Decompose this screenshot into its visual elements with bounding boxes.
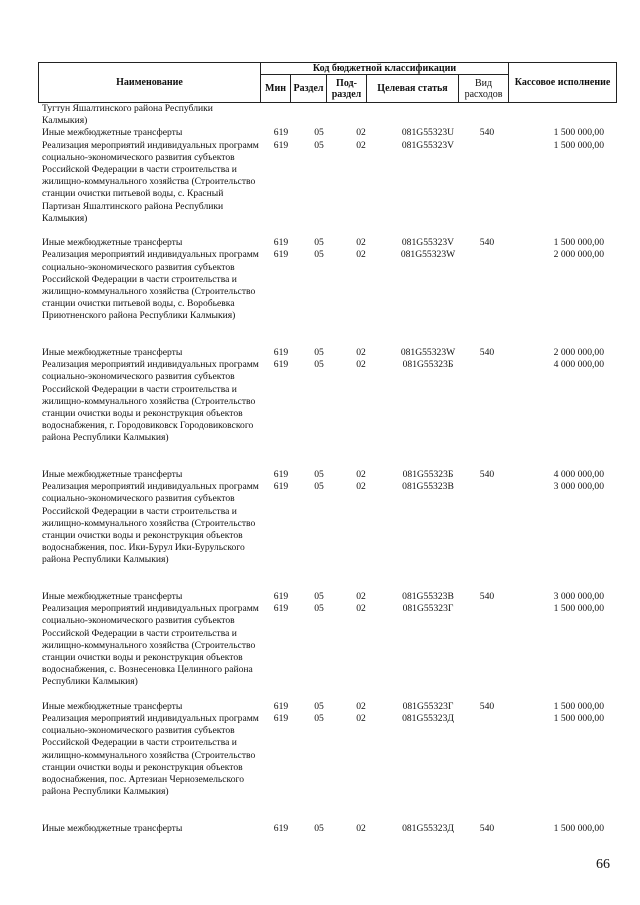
row-podrazdel: 02 [356,603,366,615]
table-row [0,701,640,713]
header-code-group: Код бюджетной классификации [261,63,509,75]
row-name: Иные межбюджетные трансферты [42,346,183,358]
row-celevaya: 081G55323Г [402,700,454,712]
row-vid: 540 [479,822,495,834]
row-min: 619 [273,822,289,834]
row-podrazdel: 02 [356,700,366,712]
row-name: Иные межбюджетные трансферты [42,590,183,602]
row-min: 619 [273,481,289,493]
row-razdel: 05 [314,712,324,724]
row-min: 619 [273,127,289,139]
table-row [0,347,640,359]
row-vid: 540 [479,590,495,602]
row-min: 619 [273,712,289,724]
row-vid: 540 [479,346,495,358]
row-name: Иные межбюджетные трансферты [42,700,183,712]
row-min: 619 [273,359,289,371]
row-podrazdel: 02 [356,127,366,139]
row-min: 619 [273,590,289,602]
row-sum: 1 500 000,00 [553,603,604,615]
table-row [0,469,640,481]
header-podrazdel: Под-раздел [327,75,367,103]
row-sum: 1 500 000,00 [553,139,604,151]
table-row [0,127,640,139]
row-podrazdel: 02 [356,468,366,480]
row-name: Реализация мероприятий индивидуальных программ социально-экономического развития субъектов Российской Федерации в части строительства и жилищно-коммунального хозяйства (Строительство станции очистки воды и реконструкция объектов водоснабжения, пос. Ики-Бурул Ики-Бурульского района Республики Калмыкия) [42,481,259,566]
row-name: Тугтун Яшалтинского района Республики Калмыкия) [42,103,213,127]
table-row [0,481,640,591]
row-celevaya: 081G55323Г [402,603,454,615]
row-min: 619 [273,249,289,261]
row-razdel: 05 [314,359,324,371]
row-min: 619 [273,700,289,712]
row-podrazdel: 02 [356,590,366,602]
row-sum: 4 000 000,00 [553,359,604,371]
row-razdel: 05 [314,468,324,480]
row-celevaya: 081G55323W [400,346,456,358]
row-podrazdel: 02 [356,712,366,724]
row-sum: 2 000 000,00 [553,346,604,358]
row-celevaya: 081G55323В [402,590,454,602]
page-number: 66 [596,857,610,872]
row-razdel: 05 [314,822,324,834]
row-razdel: 05 [314,603,324,615]
row-podrazdel: 02 [356,359,366,371]
row-podrazdel: 02 [356,237,366,249]
row-podrazdel: 02 [356,481,366,493]
table-row [0,591,640,603]
table-row [0,603,640,701]
table-row [0,249,640,347]
row-min: 619 [273,603,289,615]
row-razdel: 05 [314,346,324,358]
row-name: Иные межбюджетные трансферты [42,237,183,249]
row-celevaya: 081G55323W [400,249,456,261]
row-sum: 4 000 000,00 [553,468,604,480]
row-sum: 1 500 000,00 [553,237,604,249]
header-min: Мин [261,75,291,103]
row-min: 619 [273,346,289,358]
row-razdel: 05 [314,481,324,493]
row-sum: 3 000 000,00 [553,481,604,493]
table-row [0,359,640,469]
table-row [0,237,640,249]
row-name: Реализация мероприятий индивидуальных программ социально-экономического развития субъектов Российской Федерации в части строительства и жилищно-коммунального хозяйства (Строительство станции очистки питьевой воды, с. Воробьевка Приютненского района Республики Калмыкия) [42,249,259,322]
header-name: Наименование [39,63,261,103]
row-celevaya: 081G55323V [401,237,455,249]
row-sum: 1 500 000,00 [553,822,604,834]
row-min: 619 [273,468,289,480]
header-vid: Вид расходов [459,75,509,103]
row-podrazdel: 02 [356,822,366,834]
row-razdel: 05 [314,249,324,261]
row-celevaya: 081G55323Б [402,468,454,480]
row-vid: 540 [479,700,495,712]
row-name: Иные межбюджетные трансферты [42,127,183,139]
row-celevaya: 081G55323Д [402,822,454,834]
row-celevaya: 081G55323Б [402,359,454,371]
row-sum: 1 500 000,00 [553,712,604,724]
row-sum: 1 500 000,00 [553,700,604,712]
header-razdel: Раздел [291,75,327,103]
table-row [0,140,640,238]
row-celevaya: 081G55323В [402,481,454,493]
table-row [0,823,640,835]
table-header [38,62,617,103]
header-kassovoe: Кассовое исполнение [509,63,617,103]
row-razdel: 05 [314,237,324,249]
row-vid: 540 [479,468,495,480]
row-min: 619 [273,139,289,151]
row-razdel: 05 [314,139,324,151]
row-razdel: 05 [314,127,324,139]
row-name: Реализация мероприятий индивидуальных программ социально-экономического развития субъектов Российской Федерации в части строительства и жилищно-коммунального хозяйства (Строительство станции очистки воды и реконструкция объектов водоснабжения, с. Вознесеновка Целинного района Республики Калмыкия) [42,603,259,688]
row-min: 619 [273,237,289,249]
table-row [0,713,640,823]
row-sum: 2 000 000,00 [553,249,604,261]
row-vid: 540 [479,127,495,139]
row-celevaya: 081G55323Д [402,712,454,724]
row-celevaya: 081G55323V [401,139,455,151]
row-celevaya: 081G55323U [401,127,455,139]
table-body [0,103,640,835]
row-podrazdel: 02 [356,139,366,151]
row-razdel: 05 [314,700,324,712]
header-celevaya: Целевая статья [367,75,459,103]
row-name: Иные межбюджетные трансферты [42,822,183,834]
row-name: Реализация мероприятий индивидуальных программ социально-экономического развития субъектов Российской Федерации в части строительства и жилищно-коммунального хозяйства (Строительство станции очистки воды и реконструкция объектов водоснабжения, пос. Артезиан Черноземельского района Республики Калмыкия) [42,712,259,798]
row-sum: 3 000 000,00 [553,590,604,602]
row-razdel: 05 [314,590,324,602]
row-vid: 540 [479,237,495,249]
row-name: Иные межбюджетные трансферты [42,468,183,480]
table-row [0,103,640,127]
row-name: Реализация мероприятий индивидуальных программ социально-экономического развития субъектов Российской Федерации в части строительства и жилищно-коммунального хозяйства (Строительство станции очистки питьевой воды, с. Красный Партизан Яшалтинского района Республики Калмыкия) [42,139,259,224]
row-podrazdel: 02 [356,346,366,358]
row-podrazdel: 02 [356,249,366,261]
row-sum: 1 500 000,00 [553,127,604,139]
row-name: Реализация мероприятий индивидуальных программ социально-экономического развития субъектов Российской Федерации в части строительства и жилищно-коммунального хозяйства (Строительство станции очистки воды и реконструкция объектов водоснабжения, г. Городовиковск Городовиковского района Республики Калмыкия) [42,359,259,444]
